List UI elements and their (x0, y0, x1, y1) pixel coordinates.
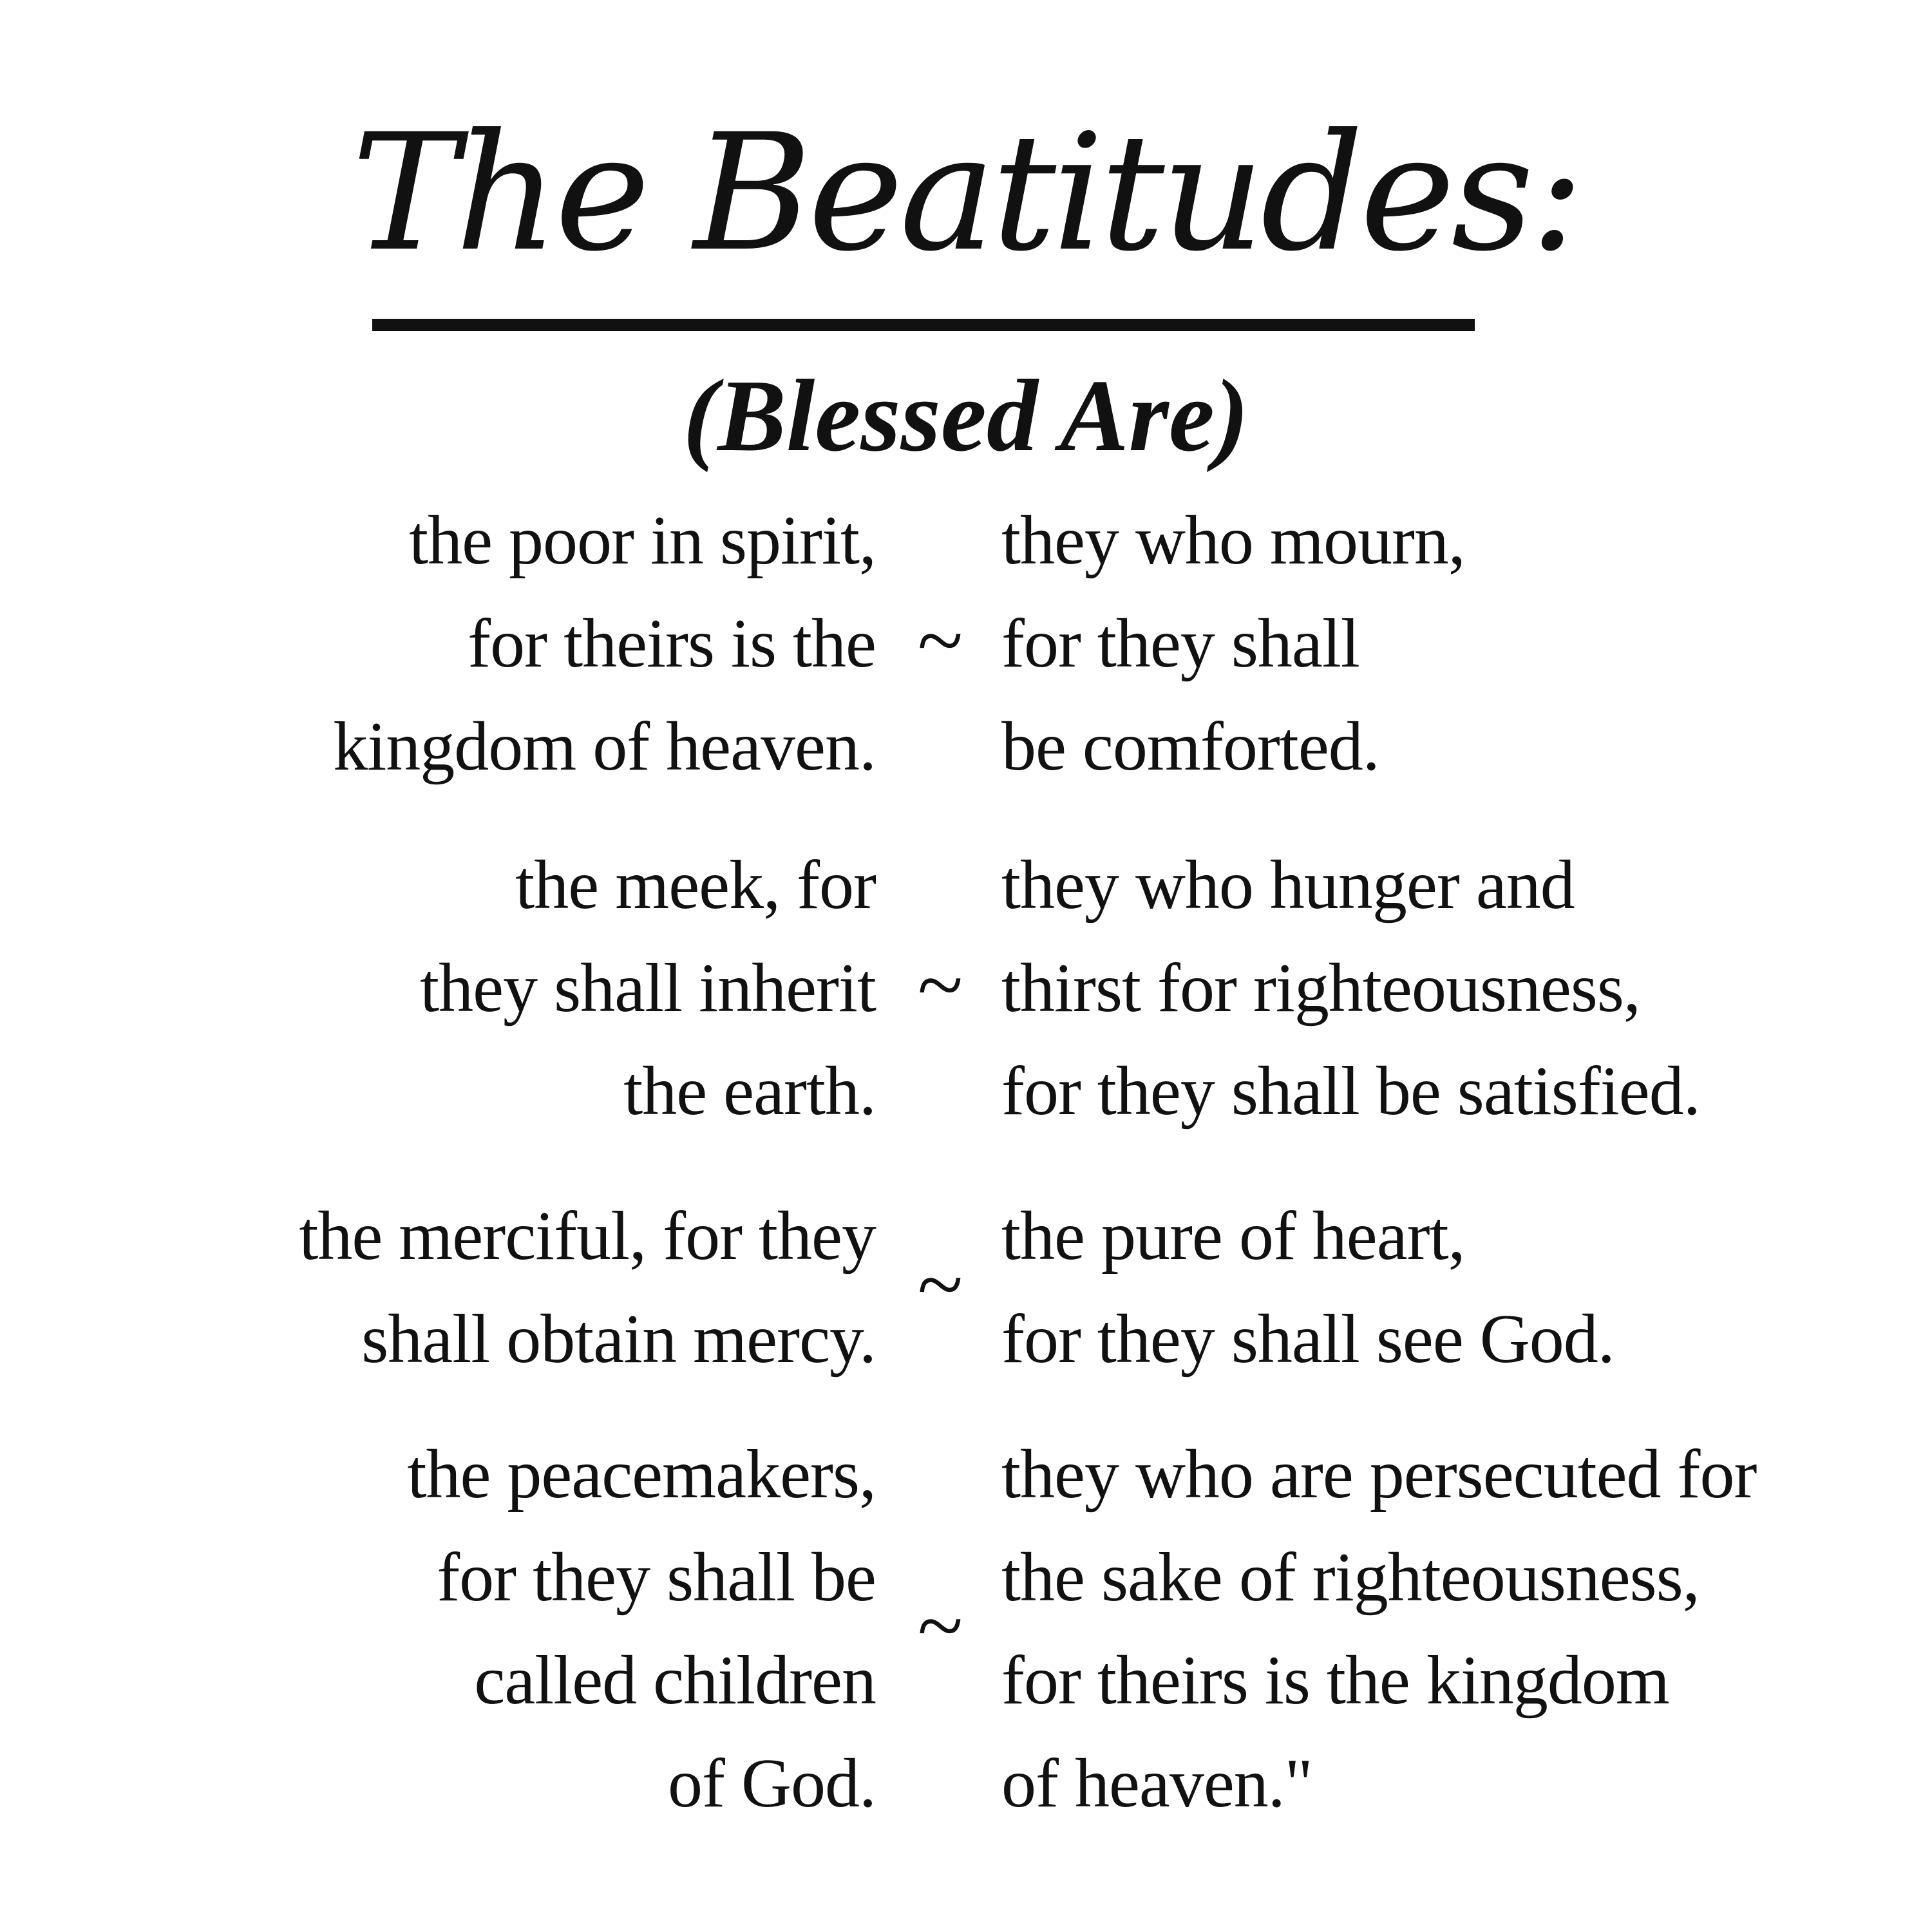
tilde-separator: ~ (917, 1238, 963, 1331)
text-line: they who mourn, (1001, 502, 1465, 579)
text-line: shall obtain mercy. (361, 1301, 876, 1378)
text-line: be comforted. (1001, 708, 1379, 785)
text-line: kingdom of heaven. (333, 708, 876, 785)
text-line: of heaven." (1001, 1745, 1312, 1822)
text-line: for theirs is the (468, 605, 876, 682)
tilde-separator: ~ (917, 594, 963, 687)
text-line: called children (474, 1642, 876, 1719)
text-line: for they shall be satisfied. (1001, 1053, 1700, 1130)
text-line: of God. (668, 1745, 876, 1822)
tilde-separator: ~ (917, 939, 963, 1032)
beatitude-right-text (1001, 1185, 1615, 1391)
text-line: the earth. (623, 1053, 876, 1130)
text-line: the merciful, for they (299, 1198, 876, 1274)
beatitude-left-text (299, 1185, 876, 1391)
beatitude-left-text (333, 489, 876, 799)
text-line: for they shall (1001, 605, 1359, 682)
text-line: the sake of righteousness, (1001, 1539, 1700, 1616)
beatitude-left-text (420, 834, 876, 1143)
text-line: thirst for righteousness, (1001, 950, 1640, 1027)
text-line: for they shall see God. (1001, 1301, 1615, 1378)
text-line: for theirs is the kingdom (1001, 1642, 1669, 1719)
text-line: the pure of heart, (1001, 1198, 1465, 1274)
text-line: they who hunger and (1001, 847, 1575, 923)
text-line: the poor in spirit, (409, 502, 876, 579)
text-line: for they shall be (437, 1539, 876, 1616)
beatitude-right-text (1001, 489, 1465, 799)
beatitude-left-text (407, 1423, 876, 1835)
tilde-separator: ~ (917, 1580, 963, 1672)
text-line: they who are persecuted for (1001, 1436, 1757, 1513)
title-divider (372, 319, 1475, 331)
text-line: the meek, for (515, 847, 876, 923)
beatitude-right-text (1001, 834, 1700, 1143)
beatitude-right-text (1001, 1423, 1756, 1835)
page-title: The Beatitudes: (351, 99, 1581, 287)
page-subtitle: (Blessed Are) (683, 358, 1249, 473)
text-line: they shall inherit (420, 950, 876, 1027)
text-line: the peacemakers, (407, 1436, 876, 1513)
